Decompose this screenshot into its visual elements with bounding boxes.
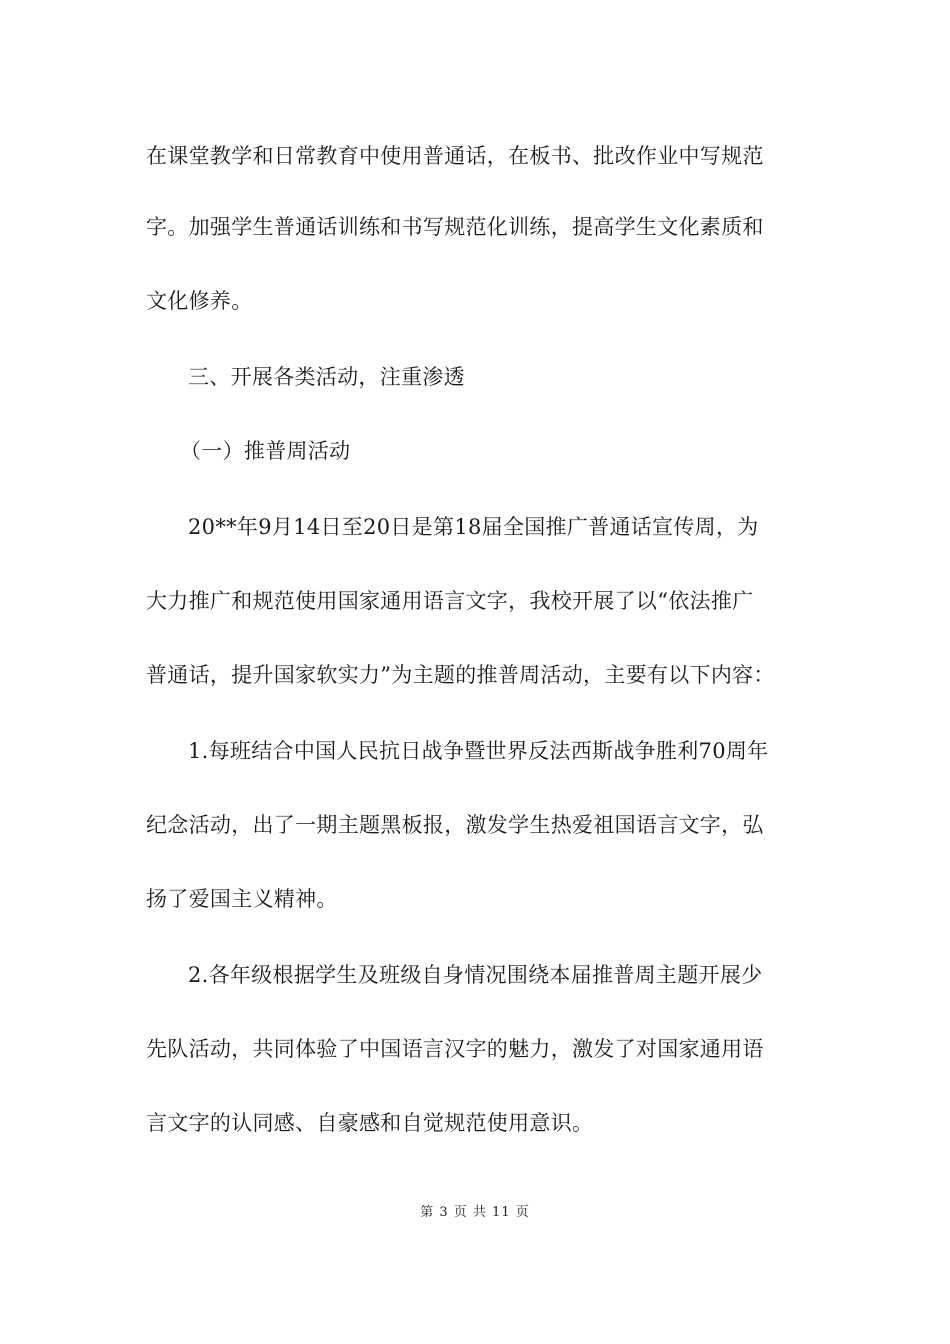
list-item-text: 2.各年级根据学生及班级自身情况围绕本届推普周主题开展少 xyxy=(188,963,763,987)
body-text-line: 大力推广和规范使用国家通用语言文字，我校开展了以“依法推广 xyxy=(146,589,754,613)
section-heading: 三、开展各类活动，注重渗透 xyxy=(188,365,465,389)
body-text-line: 文化修养。 xyxy=(146,289,253,313)
body-text-line: 先队活动，共同体验了中国语言汉字的魅力，激发了对国家通用语 xyxy=(146,1037,764,1061)
body-text-line: 扬了爱国主义精神。 xyxy=(146,887,338,911)
subsection-heading: （一）推普周活动 xyxy=(180,439,351,463)
body-text-line: 20**年9月14日至20日是第18届全国推广普通话宣传周，为 xyxy=(188,515,759,539)
body-text-line: 在课堂教学和日常教育中使用普通话，在板书、批改作业中写规范 xyxy=(146,144,764,168)
list-item-text: 1.每班结合中国人民抗日战争暨世界反法西斯战争胜利70周年 xyxy=(188,739,769,763)
page-number-footer: 第 3 页 共 11 页 xyxy=(420,1205,530,1220)
body-text-line: 言文字的认同感、自豪感和自觉规范使用意识。 xyxy=(146,1111,594,1135)
body-text-line: 字。加强学生普通话训练和书写规范化训练，提高学生文化素质和 xyxy=(146,215,764,239)
body-text-line: 纪念活动，出了一期主题黑板报，激发学生热爱祖国语言文字，弘 xyxy=(146,813,764,837)
body-text-line: 普通话，提升国家软实力”为主题的推普周活动，主要有以下内容： xyxy=(146,663,775,687)
